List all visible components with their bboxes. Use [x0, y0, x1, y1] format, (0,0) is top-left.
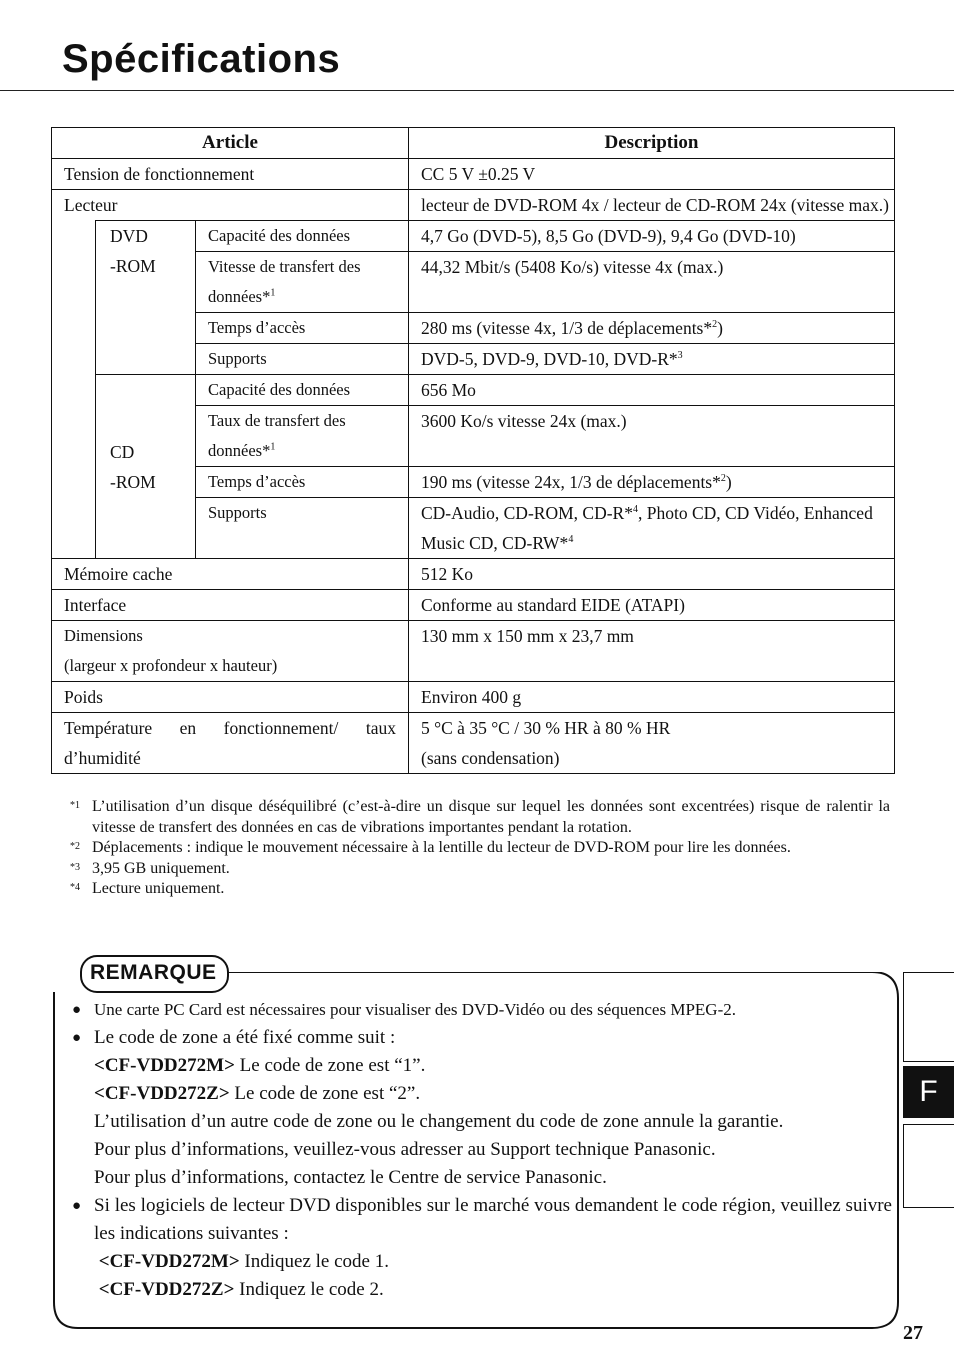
footnotes [70, 797, 890, 900]
cd-media-label: Supports [196, 498, 409, 559]
temperature-label: Température en fonctionnement/ taux d’humidité [52, 713, 409, 774]
cache-value: 512 Ko [409, 559, 895, 590]
zone-z-line: <CF-VDD272Z> Le code de zone est “2”. [94, 1083, 421, 1104]
cd-transfer-label: Taux de transfert des données*$^1$ [196, 406, 409, 467]
title-rule [0, 90, 954, 91]
header-description: Description [409, 128, 895, 159]
cd-capacity-label: Capacité des données [196, 375, 409, 406]
cd-access-label: Temps d’accès [196, 467, 409, 498]
lecteur-value: lecteur de DVD-ROM 4x / lecteur de CD-ROM 24x (vitesse max.) [409, 190, 895, 221]
cd-transfer-value: 3600 Ko/s vitesse 24x (max.) [409, 406, 895, 467]
table-row [52, 621, 895, 682]
interface-value: Conforme au standard EIDE (ATAPI) [409, 590, 895, 621]
info-support: Pour plus d’informations, veuillez-vous adresser au Support technique Panasonic. [94, 1139, 716, 1160]
dvd-capacity-label: Capacité des données [196, 221, 409, 252]
remark-label: REMARQUE [80, 955, 229, 993]
dimensions-label: Dimensions (largeur x profondeur x hauteur) [52, 621, 409, 682]
table-row [52, 190, 895, 221]
poids-label: Poids [52, 682, 409, 713]
table-row [52, 713, 895, 774]
side-tab-lower [903, 1124, 954, 1208]
warranty-text: L’utilisation d’un autre code de zone ou le changement du code de zone annule la garantie. [94, 1111, 784, 1132]
side-tab-f: F [903, 1066, 954, 1118]
remark-bullet-3: ● Si les logiciels de lecteur DVD disponibles sur le marché vous demandent le code région, veuillez suivre les indications suivantes : [72, 1192, 892, 1248]
header-article: Article [52, 128, 409, 159]
spec-table [51, 127, 895, 774]
table-header-row [52, 128, 895, 159]
interface-label: Interface [52, 590, 409, 621]
table-row [52, 159, 895, 190]
tension-value: CC 5 V ±0.25 V [409, 159, 895, 190]
info-service: Pour plus d’informations, contactez le Centre de service Panasonic. [94, 1167, 607, 1188]
lecteur-label: Lecteur [52, 190, 409, 221]
table-row [52, 375, 895, 406]
dvd-access-value: 280 ms (vitesse 4x, 1/3 de déplacements*$^2$) [409, 313, 895, 344]
side-tab-upper [903, 972, 954, 1062]
code-m-line: <CF-VDD272M> Indiquez le code 1. [98, 1251, 389, 1272]
zone-m-line: <CF-VDD272M> Le code de zone est “1”. [94, 1055, 426, 1076]
table-row [52, 559, 895, 590]
tension-label: Tension de fonctionnement [52, 159, 409, 190]
code-z-line: <CF-VDD272Z> Indiquez le code 2. [98, 1279, 384, 1300]
remark-bullet-2: ● Le code de zone a été fixé comme suit : [72, 1024, 892, 1052]
footnote-2: *2 Déplacements : indique le mouvement nécessaire à la lentille du lecteur de DVD-ROM pour lire les données. [70, 839, 791, 856]
table-row [52, 221, 895, 252]
poids-value: Environ 400 g [409, 682, 895, 713]
dvd-transfer-value: 44,32 Mbit/s (5408 Ko/s) vitesse 4x (max.) [409, 252, 895, 313]
dvd-group-label: DVD -ROM [96, 221, 196, 375]
cd-capacity-value: 656 Mo [409, 375, 895, 406]
table-row [52, 682, 895, 713]
temperature-value: 5 °C à 35 °C / 30 % HR à 80 % HR (sans condensation) [409, 713, 895, 774]
dvd-capacity-value: 4,7 Go (DVD-5), 8,5 Go (DVD-9), 9,4 Go (DVD-10) [409, 221, 895, 252]
cd-media-value: CD-Audio, CD-ROM, CD-R*$^4$, Photo CD, CD Vidéo, Enhanced Music CD, CD-RW*$^4$ [409, 498, 895, 559]
cd-group-label: CD -ROM [96, 375, 196, 559]
dvd-transfer-label: Vitesse de transfert des données*$^1$ [196, 252, 409, 313]
dvd-media-label: Supports [196, 344, 409, 375]
page-title: Spécifications [62, 37, 341, 81]
cache-label: Mémoire cache [52, 559, 409, 590]
dvd-access-label: Temps d’accès [196, 313, 409, 344]
remark-content [72, 996, 892, 1304]
dvd-media-value: DVD-5, DVD-9, DVD-10, DVD-R*$^3$ [409, 344, 895, 375]
footnote-3: *3 3,95 GB uniquement. [70, 859, 230, 877]
footnote-1: *1 L’utilisation d’un disque déséquilibré (c’est-à-dire un disque sur lequel les données sont excentrées) risque de ralentir la vitesse de transfert des données en cas de vibrations importantes pendant la rotation. [70, 798, 890, 836]
dimensions-value: 130 mm x 150 mm x 23,7 mm [409, 621, 895, 682]
page-number: 27 [903, 1322, 923, 1344]
footnote-4: *4 Lecture uniquement. [70, 880, 225, 897]
remark-bullet-1: ● Une carte PC Card est nécessaires pour visualiser des DVD-Vidéo ou des séquences MPEG-2. [72, 996, 892, 1024]
cd-access-value: 190 ms (vitesse 24x, 1/3 de déplacements*$^2$) [409, 467, 895, 498]
lecteur-indent-cell [52, 221, 96, 559]
table-row [52, 590, 895, 621]
